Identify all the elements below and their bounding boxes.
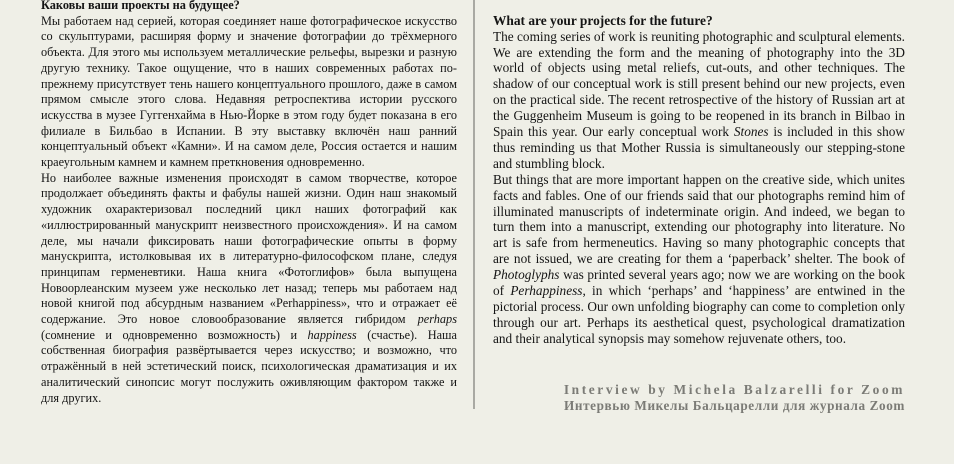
- english-p1-text-1: The coming series of work is reuniting photographic and sculptural elements. We are extending the form and the meaning of photography into the 3D world of objects using metal reliefs, cut-outs, and other techniques. The shadow of our conceptual work is still present behind our new projects, even on the practical side. The recent retrospective of the history of Russian art at the Guggenheim Museum is going to be reopened in its branch in Bilbao in Spain this year. Our early conceptual work: [493, 28, 905, 140]
- english-photoglyphs-title: Photoglyphs: [493, 267, 560, 283]
- column-divider: [473, 0, 475, 409]
- english-paragraph-2: [493, 172, 905, 347]
- credit-russian: Интервью Микелы Бальцарелли для журнала Zoom: [564, 398, 905, 413]
- english-p2-text-1: But things that are more important happen on the creative side, which unites facts and fables. One of our friends said that our photographs remind him of illuminated manuscripts of indeterminate origin. And indeed, we began to turn them into a manuscript, extending our photography into literature. No art is safe from hermeneutics. Having so many photographic concepts that are not issued, we are creating for them a ‘paperback’ shelter. The book of: [493, 171, 905, 267]
- russian-p2-text-1: Но наиболее важные изменения происходят в самом творчестве, которое продолжает объединять факты и фабулы нашей жизни. Один наш знакомый художник охарактеризовал последний цикл наших фотографий как «иллюстрированный манускрипт неизвестного происхождения». И на самом деле, мы начали фиксировать наши фотографические опыты в форму манускрипта, истолковывая их в литературно-философском плане, следуя принципам герменевтики. Наша книга «Фотоглифов» была выпущена Новоорлеанским музеем уже несколько лет назад; теперь мы работаем над новой книгой под абсурдным названием «Perhappiness», что и отражает её содержание. Это новое словообразование является гибридом: [41, 170, 457, 327]
- russian-paragraph-1: Мы работаем над серией, которая соединяет наше фотографическое искусство со скульптурами, расширяя форму и значение фотографии до трёхмерного объекта. Для этого мы используем металлические рельефы, вырезки и разную другую технику. Такое ощущение, что в наших современных работах по-прежнему присутствует тень нашего концептуального прошлого, даже в самом прямом смысле этого слова. Недавняя ретроспектива истории русского искусства в музее Гуггенхайма в Нью-Йорке в этом году будет показана в его филиале в Бильбао в Испании. В эту выставку включён наш ранний концептуальный объект «Камни». И на самом деле, Россия остается и нашим краеугольным камнем и камнем преткновения одновременно.: [41, 13, 457, 170]
- russian-heading: Каковы ваши проекты на будущее?: [41, 0, 240, 12]
- russian-perhaps-term: perhaps: [417, 312, 457, 327]
- interview-credits: [564, 381, 905, 413]
- english-paragraph-1: [493, 29, 905, 172]
- russian-p2-text-2: (сомнение и одновременно возможность) и: [41, 327, 308, 342]
- english-perhappiness-title: Perhappiness: [510, 283, 583, 299]
- english-column: [493, 13, 905, 347]
- english-p2-text-2: was printed several years ago; now we are working on the book of: [493, 267, 905, 299]
- russian-happiness-term: happiness: [307, 327, 357, 342]
- russian-p2-text-3: (счастье). Наша собственная биография развёртывается через искусство; и возможно, что отражённый в ней эстетический поиск, психологическая драматизация и их аналитический синопсис могут послужить оживляющим фактором также и для других.: [41, 327, 457, 405]
- english-heading: What are your projects for the future?: [493, 13, 713, 28]
- credit-english: Interview by Michela Balzarelli for Zoom: [563, 382, 905, 397]
- russian-paragraph-2: [41, 171, 457, 407]
- russian-column: [41, 0, 457, 406]
- english-p2-text-3: , in which ‘perhaps’ and ‘happiness’ are entwined in the pictorial process. Our own unfolding biography can come to completion only through our art. Perhaps its aesthetical quest, psychological dramatization and their analytical synopsis may somehow rejuvenate others, too.: [493, 283, 905, 346]
- english-p1-text-2: is included in this show thus reminding us that Mother Russia is simultaneously our stepping-stone and stumbling block.: [493, 124, 905, 171]
- english-stones-title: Stones: [733, 124, 769, 140]
